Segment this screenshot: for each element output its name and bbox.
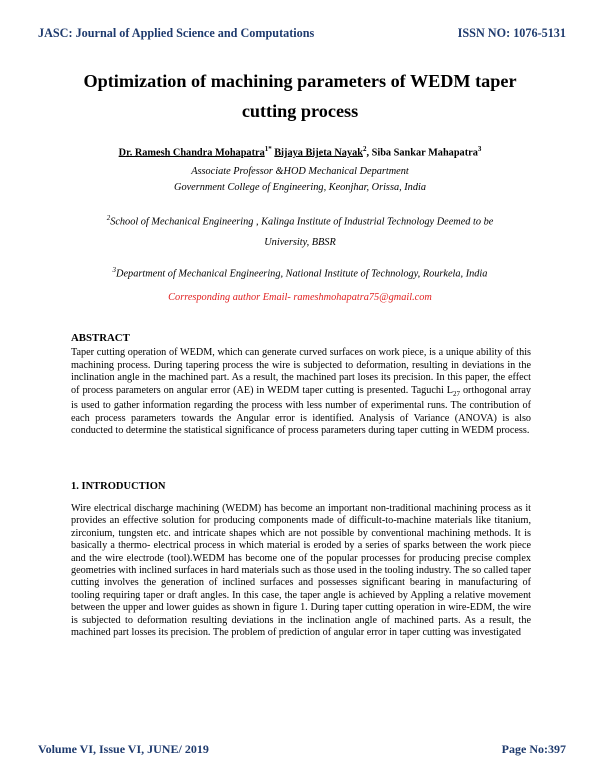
affiliation-2-line-2: University, BBSR [264, 237, 336, 249]
affiliation-1-line-2: Government College of Engineering, Keonjhar, Orissa, India [174, 182, 426, 193]
paper-title [40, 66, 560, 126]
author-1: Dr. Ramesh Chandra Mohapatra [118, 147, 265, 159]
introduction-heading: 1. INTRODUCTION [71, 481, 166, 492]
introduction-text: Wire electrical discharge machining (WEDM) has become an important non-traditional machining process as it provides an effective solution for producing components made of difficult-to-machine materials like titanium, zirconium, tungsten etc. and intricate shapes which are not possible by conventional machining methods. It is basically a thermo- electrical process in which material is eroded by a series of sparks between the work piece and the wire electrode (tool).WEDM has become one of the popular processes for producing precise complex geometries with inclined surfaces in hard materials such as those used in the tooling industry. The so called taper cutting involves the generation of inclined surfaces and possesses significant bearing in manufacturing of tooling requiring taper or draft angles. In this case, the taper angle is achieved by Appling a relative movement between the upper and lower guides as shown in figure 1. During taper cutting operation in wire-EDM, the wire is subjected to deformation resulting deviations in the inclination angle of machined parts. As a result, the machined part losses its precision. The problem of prediction of angular error in taper cutting was investigated [71, 503, 531, 639]
affiliation-1-line-1: Associate Professor &HOD Mechanical Department [191, 166, 409, 177]
author-list [40, 145, 560, 158]
page-number: Page No:397 [501, 742, 566, 756]
author-3: , Siba Sankar Mahapatra [366, 147, 478, 159]
author-2: Bijaya Bijeta Nayak [274, 147, 363, 159]
abstract-text-part-2: orthogonal array is used to gather information regarding the process with less number of experimental runs. The contribution of each process parameters towards the Angular error is identified. Analysis of Variance (ANOVA) is also conducted to determine the statistical significance of process parameters during taper cutting in WEDM process. [71, 384, 531, 437]
abstract-subscript: 27 [452, 389, 460, 398]
affiliation-2-sup: 2 [106, 214, 111, 222]
author-3-sup: 3 [477, 145, 482, 153]
page-footer [0, 740, 600, 760]
abstract-text [71, 347, 531, 438]
affiliation-2 [40, 208, 560, 253]
affiliation-3-sup: 3 [112, 266, 117, 274]
page-header [0, 22, 600, 44]
title-line-2: cutting process [241, 101, 359, 121]
corresponding-author-email: Corresponding author Email- rameshmohapatra75@gmail.com [168, 292, 432, 303]
abstract-text-part-1: Taper cutting operation of WEDM, which can generate curved surfaces on work piece, is a unique ability of this machining process. During tapering process the wire is subjected to deformation, resulting in deviations in the inclination angle in the machined part. As a result, the machined part loses its precision. In this paper, the effect of process parameters on angular error (AE) in WEDM taper cutting is presented. Taguchi L [71, 347, 531, 396]
journal-name: JASC: Journal of Applied Science and Computations [38, 26, 315, 40]
issn-number: ISSN NO: 1076-5131 [457, 26, 566, 40]
affiliation-3 [40, 262, 560, 282]
author-2-sup: 2 [362, 145, 367, 153]
volume-issue: Volume VI, Issue VI, JUNE/ 2019 [38, 742, 209, 756]
abstract-heading: ABSTRACT [71, 332, 130, 344]
title-line-1: Optimization of machining parameters of WEDM taper [83, 71, 517, 91]
author-1-sup: 1* [264, 145, 272, 153]
affiliation-2-line-1: School of Mechanical Engineering , Kalinga Institute of Industrial Technology Deemed to be [110, 216, 494, 228]
affiliation-1 [40, 164, 560, 196]
affiliation-3-line-1: Department of Mechanical Engineering, National Institute of Technology, Rourkela, India [116, 268, 488, 280]
